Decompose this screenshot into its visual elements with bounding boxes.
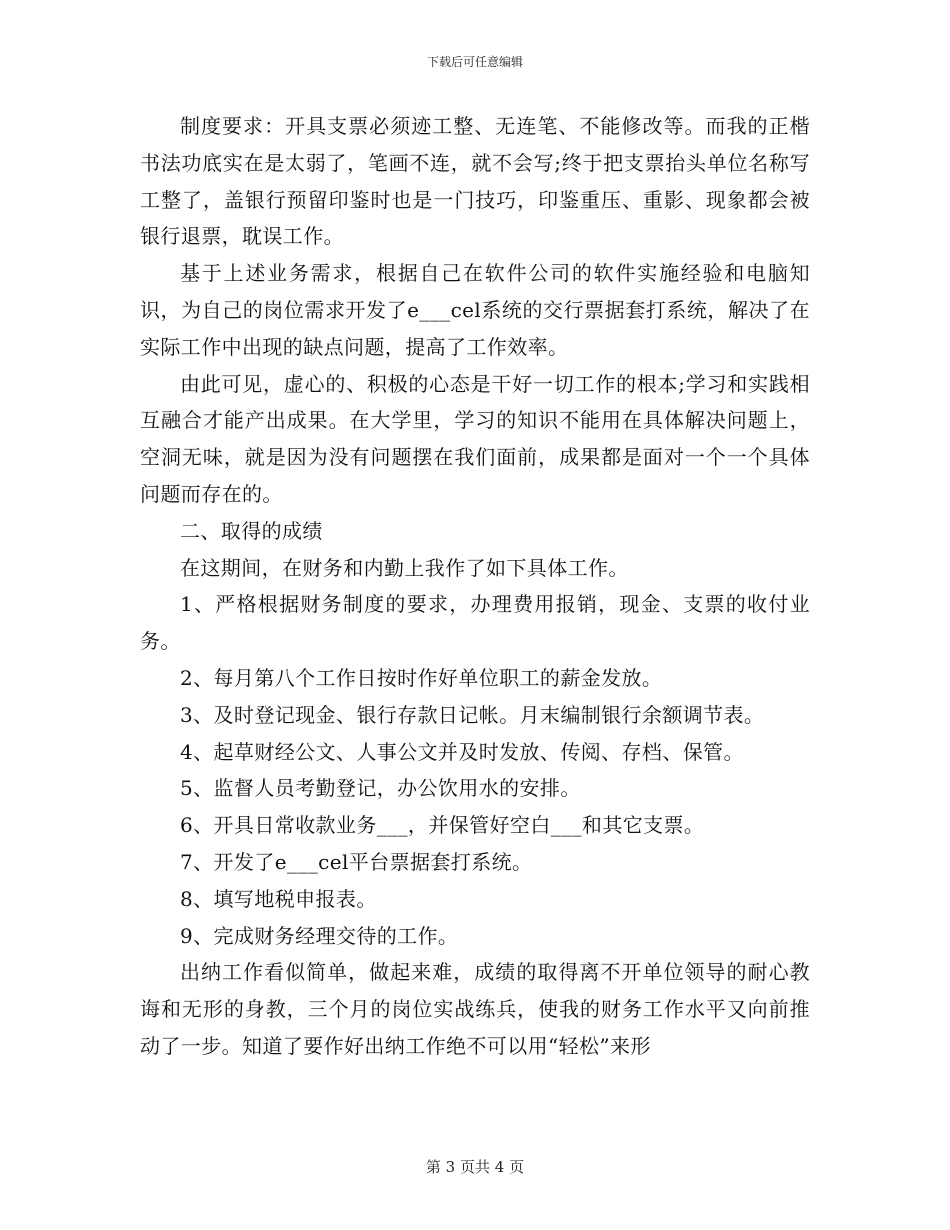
paragraph: 由此可见，虚心的、积极的心态是干好一切工作的根本;学习和实践相互融合才能产出成果。在大学里，学习的知识不能用在具体解决问题上，空洞无味，就是因为没有问题摆在我们面前，成果都是面对一个一个具体问题而存在的。 xyxy=(140,371,810,506)
list-item: 5、监督人员考勤登记，办公饮用水的安排。 xyxy=(180,776,581,801)
list-item: 8、填写地税申报表。 xyxy=(180,886,377,911)
list-item: 1、严格根据财务制度的要求，办理费用报销，现金、支票的收付业务。 xyxy=(140,592,810,654)
document-body xyxy=(140,108,810,1065)
list-item: 9、完成财务经理交待的工作。 xyxy=(180,923,459,948)
list-item: 4、起草财经公文、人事公文并及时发放、传阅、存档、保管。 xyxy=(180,739,744,764)
paragraph: 基于上述业务需求，根据自己在软件公司的软件实施经验和电脑知识，为自己的岗位需求开发了e___cel系统的交行票据套打系统，解决了在实际工作中出现的缺点问题，提高了工作效率。 xyxy=(140,261,810,359)
section-heading: 二、取得的成绩 xyxy=(180,518,323,543)
paragraph: 制度要求：开具支票必须迹工整、无连笔、不能修改等。而我的正楷书法功底实在是太弱了，笔画不连，就不会写;终于把支票抬头单位名称写工整了，盖银行预留印鉴时也是一门技巧，印鉴重压、重影、现象都会被银行退票，耽误工作。 xyxy=(140,114,810,249)
list-item: 2、每月第八个工作日按时作好单位职工的薪金发放。 xyxy=(180,665,663,690)
list-item: 3、及时登记现金、银行存款日记帐。月末编制银行余额调节表。 xyxy=(180,702,765,727)
page-number: 第 3 页共 4 页 xyxy=(425,1158,525,1176)
list-item: 7、开发了e___cel平台票据套打系统。 xyxy=(180,849,533,874)
page-header-note: 下载后可任意编辑 xyxy=(426,55,523,69)
list-item: 6、开具日常收款业务___，并保管好空白___和其它支票。 xyxy=(180,813,705,838)
paragraph: 出纳工作看似简单，做起来难，成绩的取得离不开单位领导的耐心教诲和无形的身教，三个月的岗位实战练兵，使我的财务工作水平又向前推动了一步。知道了要作好出纳工作绝不可以用“轻松”来形 xyxy=(140,960,810,1058)
paragraph: 在这期间，在财务和内勤上我作了如下具体工作。 xyxy=(180,555,629,580)
